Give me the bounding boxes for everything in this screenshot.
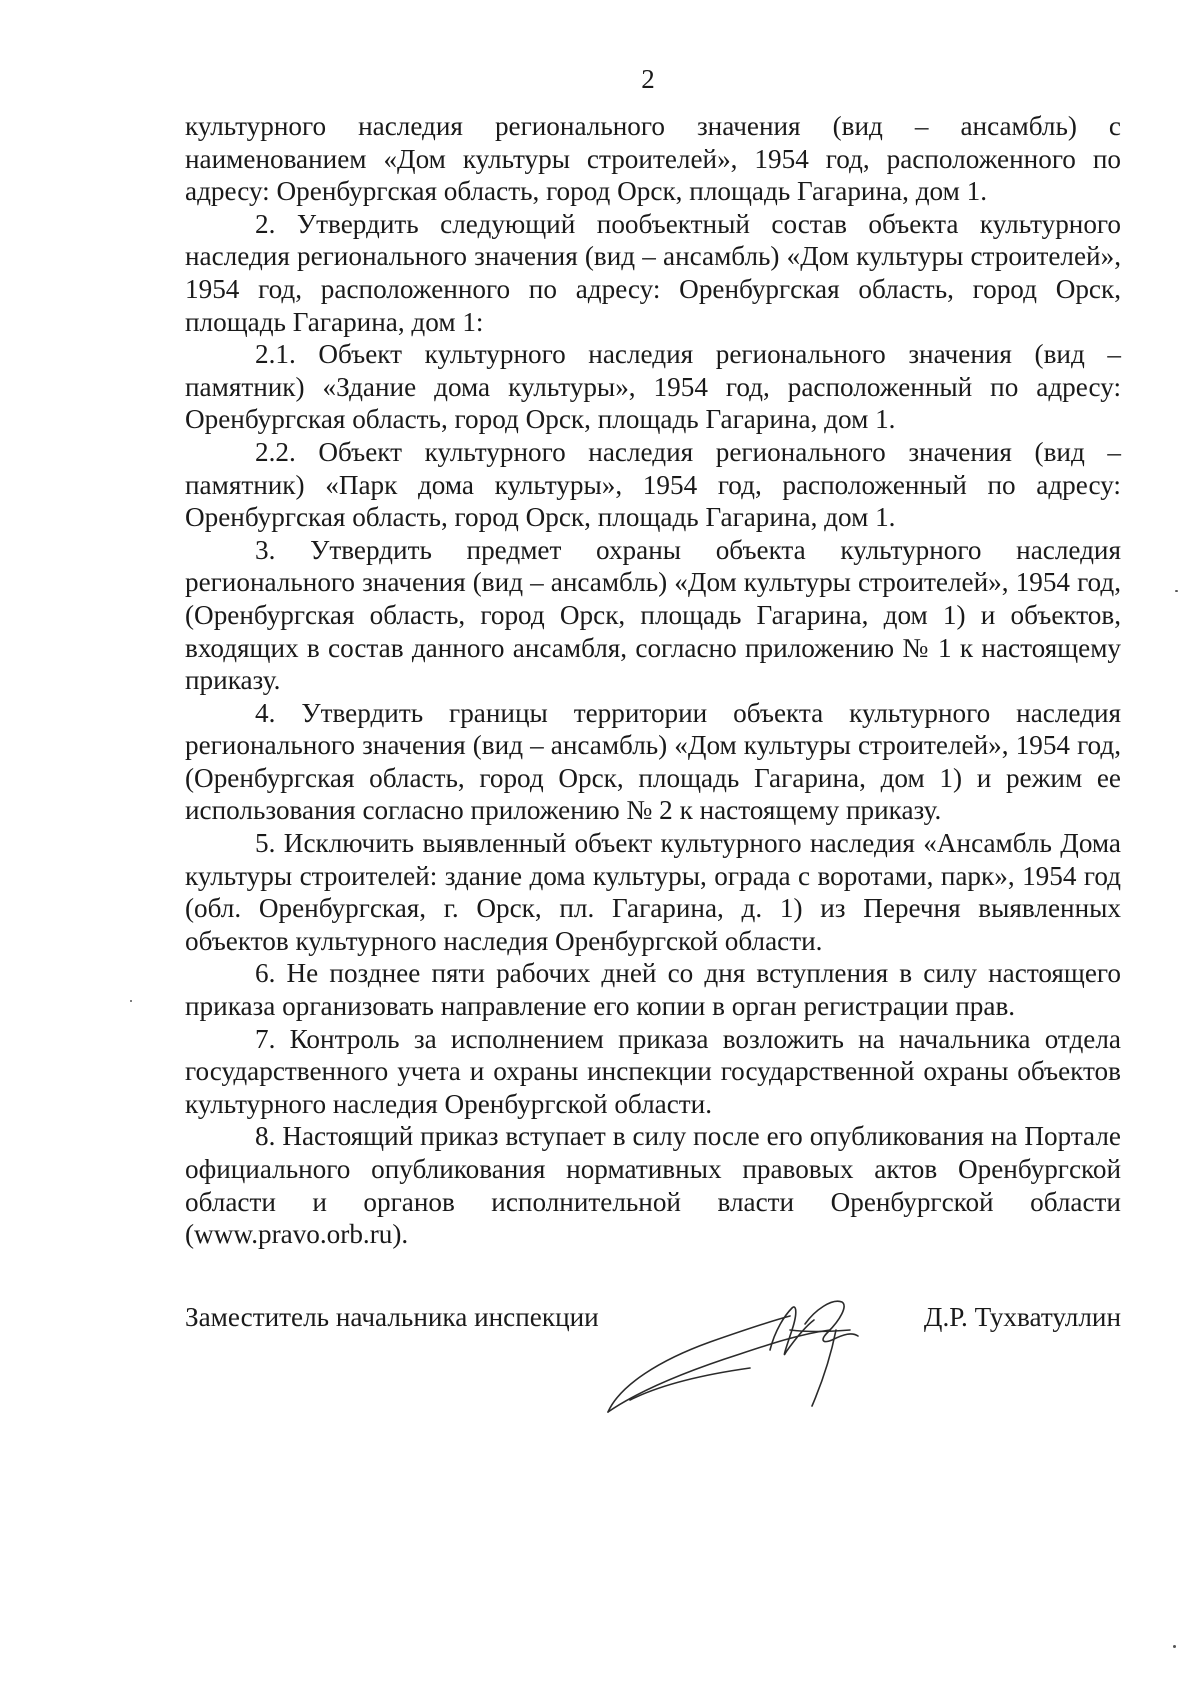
document-body	[185, 110, 1121, 1251]
paragraph-item-8: 8. Настоящий приказ вступает в силу после его опубликования на Портале официального опубликования нормативных правовых актов Оренбургской области и органов исполнительной власти Оренбургской области (www.pravo.orb.ru).	[185, 1121, 1121, 1250]
paragraph-continuation: культурного наследия регионального значения (вид – ансамбль) с наименованием «Дом культуры строителей», 1954 год, расположенного по адресу: Оренбургская область, город Орск, площадь Гагарина, дом 1.	[185, 111, 1121, 207]
paragraph-item-3: 3. Утвердить предмет охраны объекта культурного наследия регионального значения (вид – ансамбль) «Дом культуры строителей», 1954 год, (Оренбургская область, город Орск, площадь Гагарина, дом 1) и объектов, входящих в состав данного ансамбля, согласно приложению № 1 к настоящему приказу.	[185, 534, 1121, 696]
paragraph-item-2: 2. Утвердить следующий пообъектный состав объекта культурного наследия регионального значения (вид – ансамбль) «Дом культуры строителей», 1954 год, расположенного по адресу: Оренбургская область, город Орск, площадь Гагарина, дом 1:	[185, 208, 1121, 337]
page-number: 2	[641, 64, 655, 94]
signer-position: Заместитель начальника инспекции	[185, 1302, 599, 1332]
paragraph-item-7: 7. Контроль за исполнением приказа возложить на начальника отдела государственного учета и охраны инспекции государственной охраны объектов культурного наследия Оренбургской области.	[185, 1023, 1121, 1119]
paragraph-item-4: 4. Утвердить границы территории объекта культурного наследия регионального значения (вид – ансамбль) «Дом культуры строителей», 1954 год, (Оренбургская область, город Орск, площадь Гагарина, дом 1) и режим ее использования согласно приложению № 2 к настоящему приказу.	[185, 697, 1121, 826]
paragraph-item-5: 5. Исключить выявленный объект культурного наследия «Ансамбль Дома культуры строителей: здание дома культуры, ограда с воротами, парк», 1954 год (обл. Оренбургская, г. Орск, пл. Гагарина, д. 1) из Перечня выявленных объектов культурного наследия Оренбургской области.	[185, 828, 1121, 956]
paragraph-item-2-1: 2.1. Объект культурного наследия регионального значения (вид – памятник) «Здание дома культуры», 1954 год, расположенный по адресу: Оренбургская область, город Орск, площадь Гагарина, дом 1.	[185, 339, 1121, 435]
scan-speck	[1173, 1645, 1176, 1648]
handwritten-signature	[600, 1290, 900, 1420]
scan-speck	[130, 1000, 132, 1002]
paragraph-item-2-2: 2.2. Объект культурного наследия регионального значения (вид – памятник) «Парк дома культуры», 1954 год, расположенный по адресу: Оренбургская область, город Орск, площадь Гагарина, дом 1.	[185, 436, 1121, 533]
signer-name: Д.Р. Тухватуллин	[923, 1302, 1121, 1332]
scan-speck	[1175, 590, 1178, 592]
paragraph-item-6: 6. Не позднее пяти рабочих дней со дня вступления в силу настоящего приказа организовать направление его копии в орган регистрации прав.	[185, 958, 1121, 1022]
